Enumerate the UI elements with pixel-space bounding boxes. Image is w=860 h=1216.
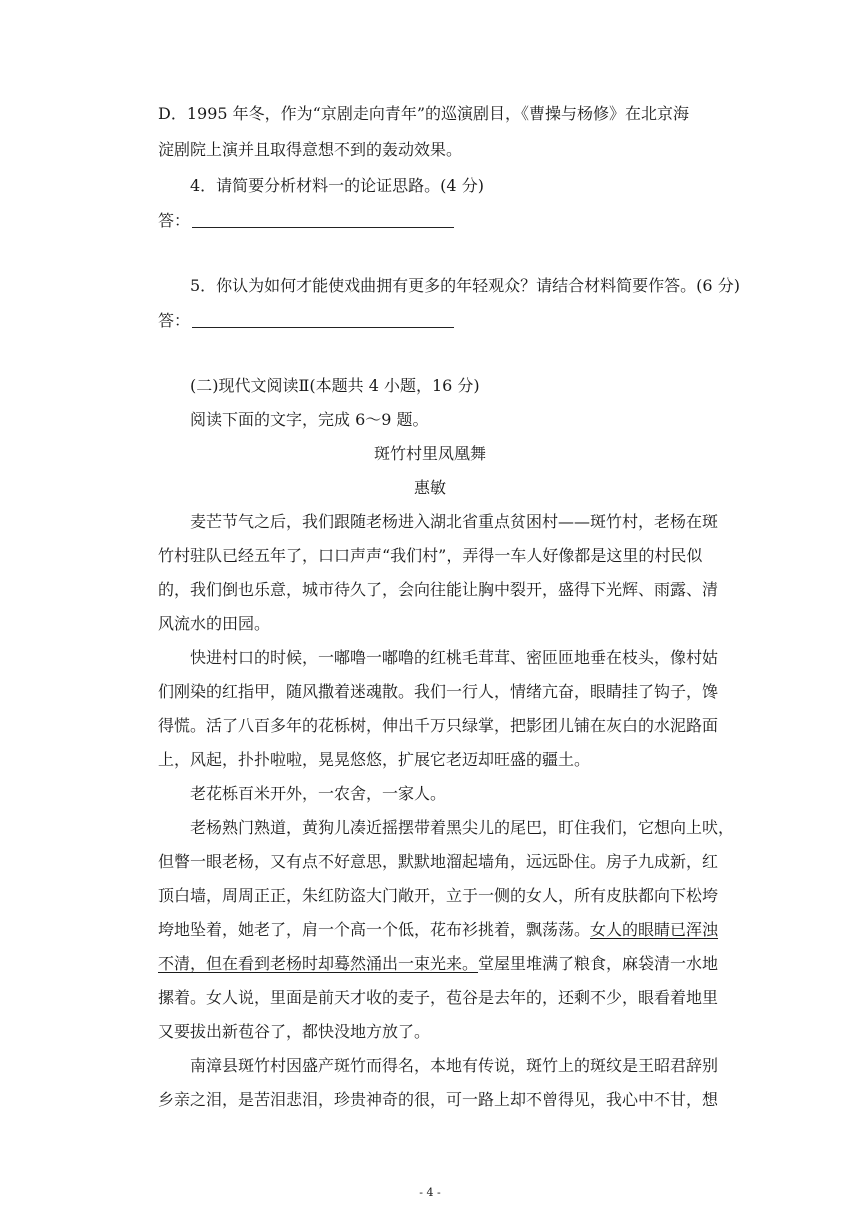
p1-line-2: 竹村驻队已经五年了，口口声声“我们村”，弄得一车人好像都是这里的村民似 bbox=[158, 546, 703, 565]
p4-line-7: 又要拔出新苞谷了，都快没地方放了。 bbox=[158, 1022, 431, 1041]
answer-4-row bbox=[158, 211, 454, 231]
answer-4-label: 答： bbox=[158, 211, 191, 230]
p2-line-2: 们刚染的红指甲，随风撒着迷魂散。我们一行人，情绪亢奋，眼睛挂了钩子，馋 bbox=[158, 682, 719, 701]
p4-line-5-text: 堂屋里堆满了粮食，麻袋清一水地 bbox=[478, 954, 719, 973]
p4-line-6: 摞着。女人说，里面是前天才收的麦子，苞谷是去年的，还剩不少，眼看着地里 bbox=[158, 988, 719, 1007]
p4-line-2: 但瞥一眼老杨，又有点不好意思，默默地溜起墙角，远远卧住。房子九成新，红 bbox=[158, 852, 719, 871]
p3-line-1: 老花栎百米开外，一农舍，一家人。 bbox=[190, 784, 447, 803]
p1-line-3: 的，我们倒也乐意，城市待久了，会向往能让胸中裂开，盛得下光辉、雨露、清 bbox=[158, 580, 719, 599]
section-heading: (二)现代文阅读Ⅱ(本题共 4 小题，16 分) bbox=[190, 376, 480, 395]
p4-line-5 bbox=[158, 954, 718, 974]
p5-line-1: 南漳县斑竹村因盛产斑竹而得名，本地有传说，斑竹上的斑纹是王昭君辞别 bbox=[190, 1056, 719, 1075]
article-title: 斑竹村里凤凰舞 bbox=[373, 444, 486, 463]
p4-line-1: 老杨熟门熟道，黄狗儿凑近摇摆带着黑尖儿的尾巴，盯住我们，它想向上吠， bbox=[190, 818, 735, 837]
option-d-line-2: 淀剧院上演并且取得意想不到的轰动效果。 bbox=[158, 140, 463, 159]
p2-line-1: 快进村口的时候，一嘟噜一嘟噜的红桃毛茸茸、密匝匝地垂在枝头，像村姑 bbox=[190, 648, 719, 667]
underlined-sentence-part-2: 不清，但在看到老杨时却蓦然涌出一束光来。 bbox=[158, 954, 479, 973]
answer-5-row bbox=[158, 311, 454, 331]
option-d-line-1: D．1995 年冬，作为“京剧走向青年”的巡演剧目，《曹操与杨修》在北京海 bbox=[158, 104, 689, 123]
p4-line-3: 顶白墙，周周正正，朱红防盗大门敞开，立于一侧的女人，所有皮肤都向下松垮 bbox=[158, 886, 719, 905]
question-4: 4．请简要分析材料一的论证思路。(4 分) bbox=[190, 176, 484, 195]
p4-line-4 bbox=[158, 920, 718, 940]
underlined-sentence-part-1: 女人的眼睛已浑浊 bbox=[590, 920, 719, 939]
section-instruction: 阅读下面的文字，完成 6～9 题。 bbox=[190, 410, 429, 429]
p1-line-1: 麦芒节气之后，我们跟随老杨进入湖北省重点贫困村——斑竹村，老杨在斑 bbox=[190, 512, 719, 531]
article-author: 惠敏 bbox=[413, 478, 446, 497]
question-5: 5．你认为如何才能使戏曲拥有更多的年轻观众？请结合材料简要作答。(6 分) bbox=[190, 276, 740, 295]
answer-5-label: 答： bbox=[158, 311, 191, 330]
p1-line-4: 风流水的田园。 bbox=[158, 614, 271, 633]
answer-5-blank[interactable] bbox=[192, 311, 454, 328]
p2-line-3: 得慌。活了八百多年的花栎树，伸出千万只绿掌，把影团儿铺在灰白的水泥路面 bbox=[158, 716, 719, 735]
p5-line-2: 乡亲之泪，是苦泪悲泪，珍贵神奇的很，可一路上却不曾得见，我心中不甘，想 bbox=[158, 1090, 719, 1109]
page-number: - 4 - bbox=[419, 1186, 441, 1199]
answer-4-blank[interactable] bbox=[192, 211, 454, 228]
p4-line-4-text: 垮地坠着，她老了，肩一个高一个低，花布衫挑着，飘荡荡。 bbox=[158, 920, 591, 939]
p2-line-4: 上，风起，扑扑啦啦，晃晃悠悠，扩展它老迈却旺盛的疆土。 bbox=[158, 750, 591, 769]
